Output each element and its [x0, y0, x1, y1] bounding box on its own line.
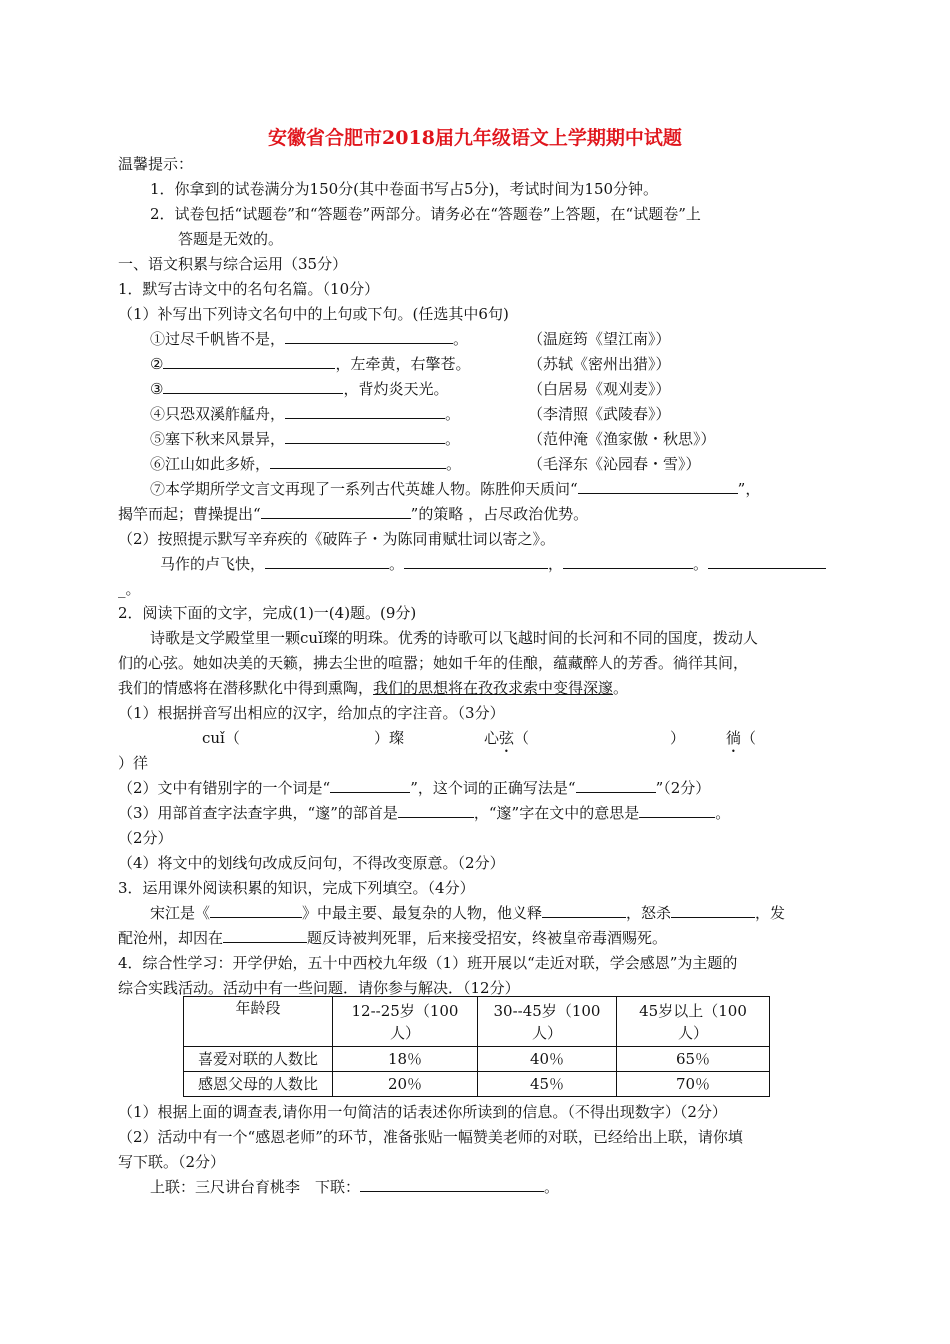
poem-recite-end: _。	[118, 580, 141, 598]
q4-sub1: （1）根据上面的调查表,请你用一句简洁的话表述你所读到的信息。（不得出现数字）（2分）	[118, 1103, 727, 1121]
poem-source-4: （李清照《武陵春》）	[528, 405, 671, 423]
pinyin-cui-close: ）璨	[374, 729, 405, 747]
poem-item-7: ⑦本学期所学文言文再现了一系列古代英雄人物。陈胜仰天质问“ ”，	[150, 480, 761, 498]
underlined-sentence: 我们的思想将在孜孜求索中变得深邃	[373, 679, 614, 697]
tip-2-cont: 答题是无效的。	[178, 230, 284, 248]
page-title: 安徽省合肥市2018届九年级语文上学期期中试题	[268, 127, 682, 149]
poem-item-2: ② ，左牵黄，右擎苍。	[150, 355, 471, 373]
answer-blank[interactable]	[265, 554, 389, 569]
q4-sub2: （2）活动中有一个“感恩老师”的环节，准备张贴一幅赞美老师的对联，已经给出上联，请你填	[118, 1128, 743, 1146]
q1-heading: 1．默写古诗文中的名句名篇。（10分）	[118, 280, 380, 298]
table-header-cell: 年龄段	[184, 997, 333, 1047]
table-cell: 喜爱对联的人数比	[184, 1047, 333, 1072]
table-row	[184, 1047, 770, 1072]
poem-source-3: （白居易《观刈麦》）	[528, 380, 671, 398]
q3-line-2: 配沧州，却因在 题反诗被判死罪，后来接受招安，终被皇帝毒酒赐死。	[118, 929, 668, 947]
poem-item-4: ④只恐双溪舴艋舟， 。	[150, 405, 461, 423]
answer-blank[interactable]	[261, 504, 411, 519]
answer-blank[interactable]	[576, 778, 656, 793]
poem-source-2: （苏轼《密州出猎》）	[528, 355, 671, 373]
tip-2: 2．试卷包括“试题卷”和“答题卷”两部分。请务必在“答题卷”上答题，在“试题卷”上	[150, 205, 701, 223]
tip-1: 1．你拿到的试卷满分为150分(其中卷面书写占5分)，考试时间为150分钟。	[150, 180, 659, 198]
q2-para-3: 我们的情感将在潜移默化中得到熏陶，我们的思想将在孜孜求索中变得深邃。	[118, 679, 629, 697]
q4-sub2-cont: 写下联。（2分）	[118, 1153, 226, 1171]
table-cell: 20％	[333, 1072, 478, 1097]
answer-blank[interactable]	[210, 903, 302, 918]
char-xian-close: ）	[670, 729, 686, 747]
answer-blank[interactable]	[708, 554, 826, 569]
answer-blank[interactable]	[578, 479, 738, 494]
table-header-cell: 30--45岁（100 人）	[478, 997, 617, 1047]
q2-sub2: （2）文中有错别字的一个词是“ ”，这个词的正确写法是“ ”（2分）	[118, 779, 711, 797]
table-header-cell: 12--25岁（100 人）	[333, 997, 478, 1047]
q2-para-2: 们的心弦。她如决美的天籁，拂去尘世的喧嚣；她如千年的佳酿，蕴藏醉人的芳香。徜徉其间，	[118, 654, 749, 672]
q3-heading: 3．运用课外阅读积累的知识，完成下列填空。（4分）	[118, 879, 475, 897]
poem-item-5: ⑤塞下秋来风景异， 。	[150, 430, 461, 448]
q2-heading: 2．阅读下面的文字，完成(1)一(4)题。(9分)	[118, 604, 417, 622]
tips-heading: 温馨提示：	[118, 155, 194, 173]
table-cell: 45％	[478, 1072, 617, 1097]
q2-sub4: （4）将文中的划线句改成反问句，不得改变原意。（2分）	[118, 854, 505, 872]
char-chang: 徜（	[726, 729, 757, 747]
table-header-row	[184, 997, 770, 1047]
q3-line-1: 宋江是《 》中最主要、最复杂的人物，他义释 ，怒杀 ，发	[150, 904, 786, 922]
poem-source-1: （温庭筠《望江南》）	[528, 330, 671, 348]
table-cell: 65％	[617, 1047, 770, 1072]
q4-heading-2: 综合实践活动。活动中有一些问题．请你参与解决．（12分）	[118, 979, 520, 997]
poem-source-6: （毛泽东《沁园春・雪》）	[528, 455, 701, 473]
answer-blank[interactable]	[639, 803, 715, 818]
q2-para-1: 诗歌是文学殿堂里一颗cuǐ璨的明珠。优秀的诗歌可以飞越时间的长河和不同的国度，拨动人	[150, 629, 758, 647]
pinyin-cui: cuǐ（	[202, 729, 240, 747]
char-chang-close: ）徉	[118, 754, 149, 772]
poem-item-6: ⑥江山如此多娇， 。	[150, 455, 462, 473]
table-header-cell: 45岁以上（100 人）	[617, 997, 770, 1047]
q4-heading-1: 4．综合性学习：开学伊始，五十中西校九年级（1）班开展以“走近对联，学会感恩”为主题的	[118, 954, 738, 972]
answer-blank[interactable]	[398, 803, 474, 818]
answer-blank[interactable]	[671, 903, 755, 918]
table-cell: 18％	[333, 1047, 478, 1072]
answer-blank[interactable]	[563, 554, 693, 569]
answer-blank[interactable]	[360, 1177, 544, 1192]
answer-blank[interactable]	[542, 903, 626, 918]
poem-source-5: （范仲淹《渔家傲・秋思》）	[528, 430, 716, 448]
section-1-heading: 一、语文积累与综合运用（35分）	[118, 255, 348, 273]
couplet-line: 上联：三尺讲台育桃李 下联： 。	[150, 1178, 560, 1196]
q1-sub1: （1）补写出下列诗文名句中的上句或下句。(任选其中6句)	[118, 305, 509, 323]
answer-blank[interactable]	[270, 454, 446, 469]
table-cell: 40％	[478, 1047, 617, 1072]
q1-sub2: （2）按照提示默写辛弃疾的《破阵子・为陈同甫赋壮词以寄之》。	[118, 530, 556, 548]
q2-sub3: （3）用部首查字法查字典，“邃”的部首是 ，“邃”字在文中的意思是 。	[118, 804, 731, 822]
poem-recite-line: 马作的卢飞快， 。 ， 。	[160, 554, 826, 574]
q2-sub3-points: （2分）	[118, 829, 173, 847]
answer-blank[interactable]	[330, 778, 410, 793]
answer-blank[interactable]	[285, 429, 445, 444]
poem-item-7-cont: 揭竿而起；曹操提出“ ”的策略 ，占尽政治优势。	[118, 505, 589, 523]
survey-table	[183, 996, 770, 1097]
answer-blank[interactable]	[285, 404, 445, 419]
answer-blank[interactable]	[163, 379, 343, 394]
poem-item-3: ③ ，背灼炎天光。	[150, 380, 449, 398]
table-cell: 70％	[617, 1072, 770, 1097]
table-row	[184, 1072, 770, 1097]
char-xian: 心弦（	[484, 729, 530, 747]
answer-blank[interactable]	[404, 554, 548, 569]
answer-blank[interactable]	[223, 928, 307, 943]
answer-blank[interactable]	[163, 354, 335, 369]
poem-item-1: ①过尽千帆皆不是， 。	[150, 330, 469, 348]
q2-sub1: （1）根据拼音写出相应的汉字，给加点的字注音。（3分）	[118, 704, 505, 722]
answer-blank[interactable]	[285, 329, 453, 344]
table-cell: 感恩父母的人数比	[184, 1072, 333, 1097]
